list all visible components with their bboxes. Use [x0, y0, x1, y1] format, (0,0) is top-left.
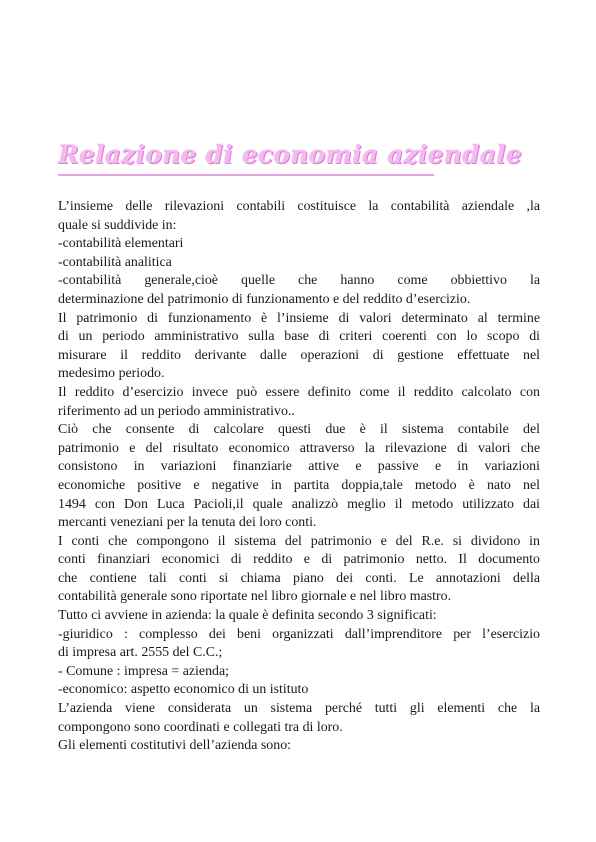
text-line: -contabilità analitica — [58, 254, 172, 270]
document-title: Relazione di economia aziendale — [58, 140, 522, 169]
title-underline — [58, 174, 434, 176]
text-line: L’azienda viene considerata un sistema perché tutti gli elementi che la — [58, 701, 540, 717]
text-line: Gli elementi costitutivi dell’azienda sono: — [58, 738, 291, 754]
text-line: consistono in variazioni finanziarie attive e passive e in variazioni — [58, 459, 540, 475]
text-line: riferimento ad un periodo amministrativo.. — [58, 403, 295, 419]
text-line: - Comune : impresa = azienda; — [58, 663, 229, 679]
text-line: che contiene tali conti si chiama piano dei conti. Le annotazioni della — [58, 570, 540, 586]
text-line: Il patrimonio di funzionamento è l’insieme di valori determinato al termine — [58, 310, 540, 326]
text-line: di un periodo amministrativo sulla base di criteri coerenti con lo scopo di — [58, 329, 540, 345]
text-line: economiche positive e negative in partita doppia,tale metodo è nato nel — [58, 477, 540, 493]
text-line: conti finanziari economici di reddito e di patrimonio netto. Il documento — [58, 552, 540, 568]
text-line: 1494 con Don Luca Pacioli,il quale analizzò meglio il metodo utilizzato dai — [58, 496, 540, 512]
text-line: Ciò che consente di calcolare questi due è il sistema contabile del — [58, 422, 540, 438]
text-line: -economico: aspetto economico di un istituto — [58, 682, 309, 698]
text-line: contabilità generale sono riportate nel libro giornale e nel libro mastro. — [58, 589, 452, 605]
text-line: -contabilità generale,cioè quelle che hanno come obbiettivo la — [58, 273, 540, 289]
text-line: Il reddito d’esercizio invece può essere definito come il reddito calcolato con — [58, 384, 540, 400]
text-line: Tutto ci avviene in azienda: la quale è definita secondo 3 significati: — [58, 608, 437, 624]
text-line: quale si suddivide in: — [58, 217, 177, 233]
text-line: medesimo periodo. — [58, 366, 165, 382]
document-body — [58, 198, 540, 756]
text-line: determinazione del patrimonio di funzionamento e del reddito d’esercizio. — [58, 291, 471, 307]
text-line: mercanti veneziani per la tenuta dei loro conti. — [58, 515, 317, 531]
text-line: I conti che compongono il sistema del patrimonio e del R.e. si dividono in — [58, 533, 540, 549]
text-line: misurare il reddito derivante dalle operazioni di gestione effettuate nel — [58, 347, 540, 363]
text-line: di impresa art. 2555 del C.C.; — [58, 645, 223, 661]
text-line: L’insieme delle rilevazioni contabili costituisce la contabilità aziendale ,la — [58, 199, 540, 214]
text-line: -contabilità elementari — [58, 236, 184, 252]
text-line: -giuridico : complesso dei beni organizzati dall’imprenditore per l’esercizio — [58, 626, 540, 642]
text-line: patrimonio e del risultato economico attraverso la rilevazione di valori che — [58, 440, 540, 456]
text-line: compongono sono coordinati e collegati tra di loro. — [58, 719, 343, 735]
